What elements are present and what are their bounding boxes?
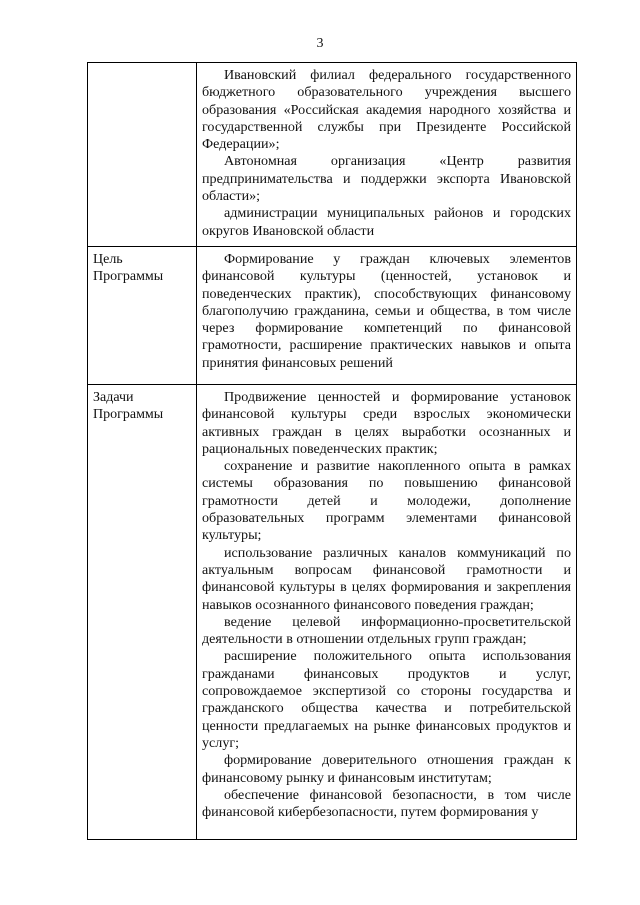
table-row (88, 63, 577, 247)
page-number: 3 (316, 36, 324, 51)
row-label-goal: Цель Программы (88, 247, 197, 385)
paragraph: Формирование у граждан ключевых элементов финансовой культуры (ценностей, установок и поведенческих практик), способствующих финансовому благополучию гражданина, семьи и общества, в том числе через формирование компетенций по финансовой грамотности, расширение практических навыков и опыта принятия финансовых решений (202, 251, 571, 371)
paragraph: ведение целевой информационно-просветительской деятельности в отношении отдельных групп граждан; (202, 613, 571, 648)
program-passport-table (87, 62, 577, 840)
row-content (197, 247, 577, 385)
paragraph: расширение положительного опыта использования гражданами финансовых продуктов и услуг, сопровождаемое экспертизой со стороны государства и гражданского общества качества и потребительской ценности предлагаемых на рынке финансовых продуктов и услуг; (202, 648, 571, 751)
paragraph: использование различных каналов коммуникаций по актуальным вопросам финансовой грамотности и финансовой культуры в целях формирования и закрепления навыков осознанного финансового поведения граждан; (202, 544, 571, 613)
row-content (197, 63, 577, 247)
paragraph: формирование доверительного отношения граждан к финансовому рынку и финансовым институтам; (202, 752, 571, 786)
table-row (88, 247, 577, 385)
paragraph: сохранение и развитие накопленного опыта в рамках системы образования по повышению финансовой грамотности детей и молодежи, дополнение образовательных программ элементами финансовой культуры; (202, 458, 571, 544)
paragraph: Ивановский филиал федерального государственного бюджетного образовательного учреждения высшего образования «Российская академия народного хозяйства и государственной службы при Президенте Российской Федерации»; (202, 67, 571, 153)
row-label-tasks: Задачи Программы (88, 385, 197, 840)
row-content (197, 385, 577, 840)
table-row (88, 385, 577, 840)
row-label (88, 63, 197, 247)
paragraph: Продвижение ценностей и формирование установок финансовой культуры среди взрослых экономически активных граждан в целях выработки осознанных и рациональных поведенческих практик; (202, 389, 571, 457)
paragraph: Автономная организация «Центр развития предпринимательства и поддержки экспорта Ивановской области»; (202, 153, 571, 205)
paragraph: администрации муниципальных районов и городских округов Ивановской области (202, 205, 571, 239)
paragraph: обеспечение финансовой безопасности, в том числе финансовой кибербезопасности, путем формирования у (202, 786, 571, 821)
